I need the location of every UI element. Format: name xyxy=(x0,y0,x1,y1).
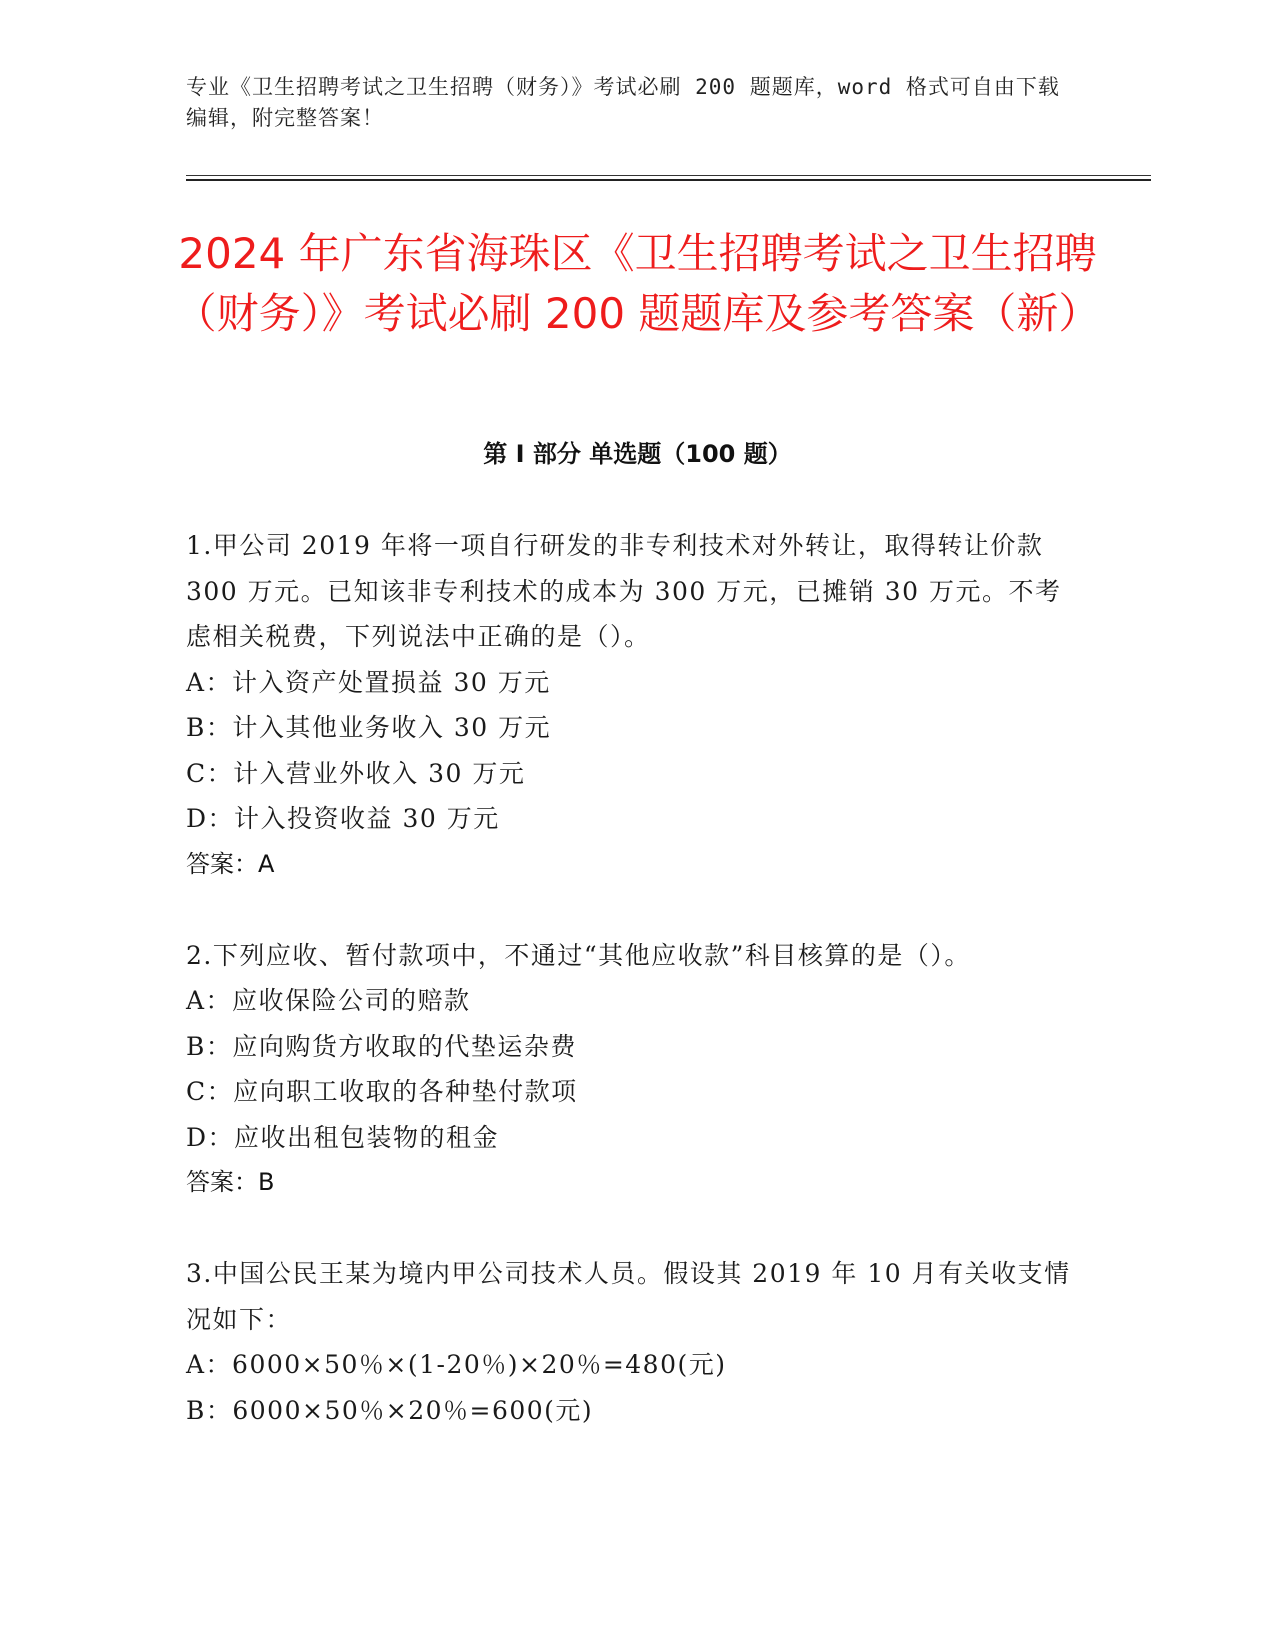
question-option-b: B：6000×50％×20％=600(元) xyxy=(186,1395,594,1425)
question-answer: 答案：B xyxy=(186,1168,275,1196)
header-note: 专业《卫生招聘考试之卫生招聘（财务）》考试必刷 200 题题库，word 格式可自由下载编辑，附完整答案！ xyxy=(186,75,1060,130)
question-item xyxy=(186,933,1086,1206)
question-stem: 2.下列应收、暂付款项中，不通过“其他应收款”科目核算的是（）。 xyxy=(186,940,971,970)
question-option-a: A：6000×50％×(1-20％)×20％=480(元) xyxy=(186,1350,727,1379)
question-option-d: D：计入投资收益 30 万元 xyxy=(186,804,500,833)
question-option-b: B：应向购货方收取的代垫运杂费 xyxy=(186,1031,577,1061)
section-heading: 第 I 部分 单选题（100 题） xyxy=(483,440,792,468)
question-option-a: A：应收保险公司的赔款 xyxy=(186,986,471,1015)
question-stem: 1.甲公司 2019 年将一项自行研发的非专利技术对外转让，取得转让价款 300 万元。已知该非专利技术的成本为 300 万元，已摊销 30 万元。不考虑相关税费，下列说法中正确的是（）。 xyxy=(186,531,1062,651)
header-divider-thin xyxy=(186,175,1151,176)
question-option-d: D：应收出租包装物的租金 xyxy=(186,1122,500,1152)
question-option-b: B：计入其他业务收入 30 万元 xyxy=(186,713,552,742)
header-divider-thick xyxy=(186,179,1151,181)
question-list xyxy=(186,523,1086,1479)
question-item xyxy=(186,1251,1086,1433)
question-stem: 3.中国公民王某为境内甲公司技术人员。假设其 2019 年 10 月有关收支情况如下： xyxy=(186,1259,1071,1334)
question-option-a: A：计入资产处置损益 30 万元 xyxy=(186,667,551,697)
question-answer: 答案：A xyxy=(186,849,275,878)
question-option-c: C：计入营业外收入 30 万元 xyxy=(186,758,526,788)
question-item xyxy=(186,523,1086,887)
document-title: 2024 年广东省海珠区《卫生招聘考试之卫生招聘（财务）》考试必刷 200 题题库及参考答案（新） xyxy=(174,229,1101,338)
question-option-c: C：应向职工收取的各种垫付款项 xyxy=(186,1077,578,1106)
